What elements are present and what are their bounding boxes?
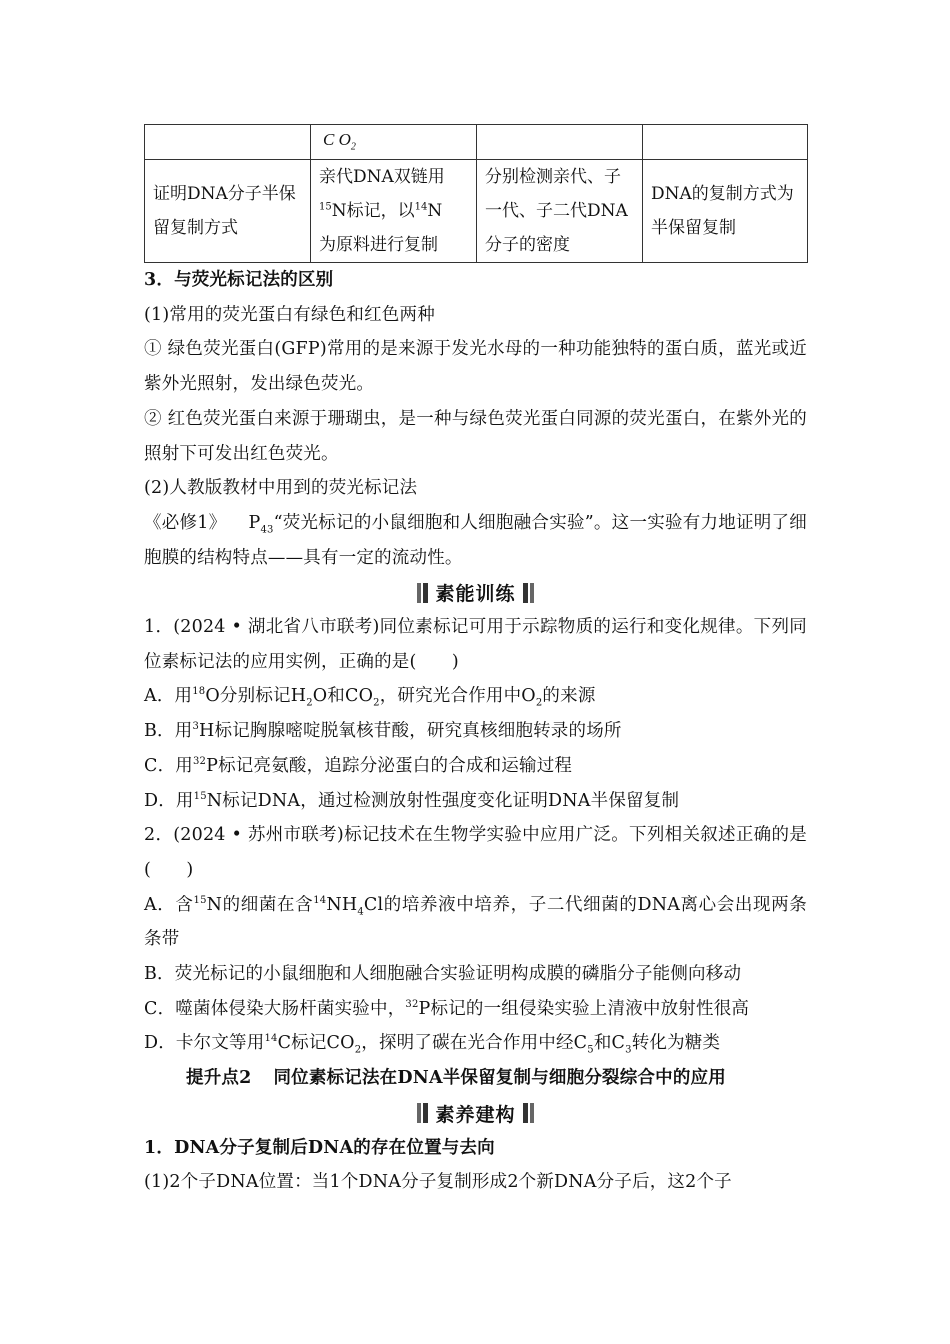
banner-bar-icon bbox=[530, 1103, 534, 1123]
table-row bbox=[145, 160, 808, 263]
subsection-title: (1)常用的荧光蛋白有绿色和红色两种 bbox=[144, 304, 435, 325]
option-a: A．含$^{15}$N的细菌在含$^{14}NH_4Cl$的培养液中培养，子二代细菌的DNA离心会出现两条条带 bbox=[144, 894, 808, 950]
table-cell bbox=[145, 125, 311, 160]
banner-bar-icon bbox=[417, 583, 421, 603]
paragraph: ② 红色荧光蛋白来源于珊瑚虫，是一种与绿色荧光蛋白同源的荧光蛋白，在紫外光的照射下可发出红色荧光。 bbox=[144, 408, 807, 464]
option-c: C．用$^{32}$P标记亮氨酸，追踪分泌蛋白的合成和运输过程 bbox=[144, 755, 573, 776]
page-content bbox=[144, 124, 807, 1200]
point-title: 提升点2 同位素标记法在DNA半保留复制与细胞分裂综合中的应用 bbox=[186, 1068, 726, 1089]
table-cell: 亲代DNA双链用 $^{15}$N标记，以$^{14}$N 为原料进行复制 bbox=[311, 160, 477, 263]
question-stem: 2．(2024 • 苏州市联考)标记技术在生物学实验中应用广泛。下列相关叙述正确的是( ) bbox=[144, 825, 807, 880]
banner-title: 素养建构 bbox=[435, 1103, 516, 1126]
banner-title: 素能训练 bbox=[435, 583, 516, 606]
option-d: D．卡尔文等用$^{14}$C标记$CO_2$，探明了碳在光合作用中经$C_5$和$C_3$转化为糖类 bbox=[144, 1033, 721, 1056]
option-b: B．用$^3$H标记胸腺嘧啶脱氧核苷酸，研究真核细胞转录的场所 bbox=[144, 721, 622, 742]
co2-formula: C $O_2$ bbox=[323, 130, 356, 153]
banner-bar-icon bbox=[530, 583, 534, 603]
banner-bar-icon bbox=[523, 1103, 528, 1123]
banner-bar-icon bbox=[423, 583, 428, 603]
paragraph: 《必修1》 $P_{43}“$荧光标记的小鼠细胞和人细胞融合实验”。这一实验有力地证明了细胞膜的结构特点——具有一定的流动性。 bbox=[144, 512, 808, 568]
section-title: 3．与荧光标记法的区别 bbox=[144, 270, 334, 290]
banner-bar-icon bbox=[523, 583, 528, 603]
paragraph: (1)2个子DNA位置：当1个DNA分子复制形成2个新DNA分子后，这2个子 bbox=[144, 1172, 732, 1193]
table-cell bbox=[643, 125, 808, 160]
table-row bbox=[145, 125, 808, 160]
section-banner bbox=[144, 575, 807, 610]
banner-bar-icon bbox=[423, 1103, 428, 1123]
table-cell bbox=[477, 125, 643, 160]
subsection-title: (2)人教版教材中用到的荧光标记法 bbox=[144, 478, 418, 499]
option-d: D．用$^{15}$N标记DNA，通过检测放射性强度变化证明DNA半保留复制 bbox=[144, 790, 680, 811]
table-cell: 分别检测亲代、子一代、子二代DNA分子的密度 bbox=[477, 160, 643, 263]
comparison-table bbox=[144, 124, 808, 263]
option-c: C．噬菌体侵染大肠杆菌实验中，$^{32}$P标记的一组侵染实验上清液中放射性很高 bbox=[144, 998, 750, 1019]
section-title: 1．DNA分子复制后DNA的存在位置与去向 bbox=[144, 1137, 495, 1158]
option-a: A．用$^{18}$O分别标记$H_2O$和$CO_2$，研究光合作用中$O_2$的来源 bbox=[144, 686, 596, 709]
question-stem: 1．(2024 • 湖北省八市联考)同位素标记可用于示踪物质的运行和变化规律。下列同位素标记法的应用实例，正确的是( ) bbox=[144, 617, 807, 672]
table-cell: DNA的复制方式为半保留复制 bbox=[643, 160, 808, 263]
banner-bar-icon bbox=[417, 1103, 421, 1123]
paragraph: ① 绿色荧光蛋白(GFP)常用的是来源于发光水母的一种功能独特的蛋白质，蓝光或近紫外光照射，发出绿色荧光。 bbox=[144, 339, 807, 395]
table-cell bbox=[311, 125, 477, 160]
table-cell: 证明DNA分子半保留复制方式 bbox=[145, 160, 311, 263]
section-banner bbox=[144, 1096, 807, 1131]
option-b: B．荧光标记的小鼠细胞和人细胞融合实验证明构成膜的磷脂分子能侧向移动 bbox=[144, 964, 742, 985]
